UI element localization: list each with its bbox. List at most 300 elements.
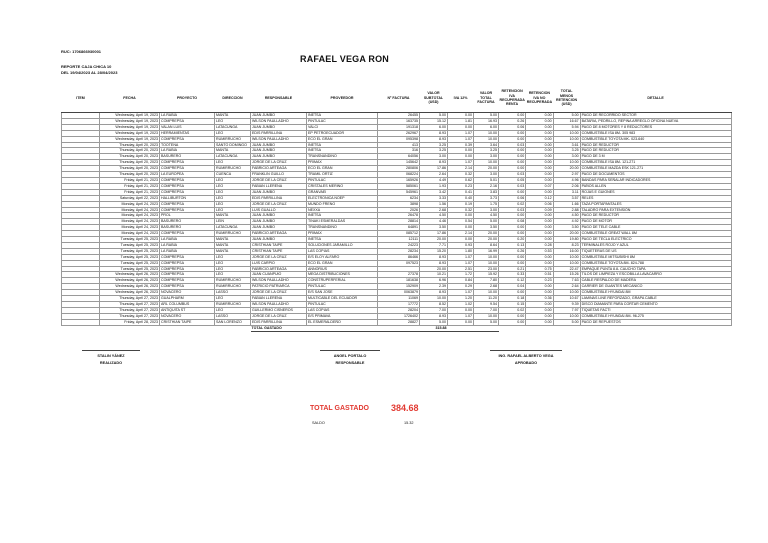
table-cell: 3.61	[553, 142, 580, 148]
table-cell: FABIAN LLERENA	[251, 296, 307, 302]
signature-role: REALIZADO	[99, 361, 123, 365]
table-cell: BASURERO	[160, 154, 215, 160]
total-row-value: 315.88	[420, 325, 448, 331]
table-cell: PINTULAC	[307, 177, 378, 183]
table-cell: 095398	[378, 136, 420, 142]
table-cell: 10.00	[474, 290, 499, 296]
table-cell: 26455	[378, 113, 420, 119]
table-cell: ECO EL GRAN	[307, 260, 378, 266]
table-cell: 0.00	[448, 154, 474, 160]
table-cell: LA RABIA	[160, 248, 215, 254]
table-cell: JORGE DE LA CRUZ	[251, 177, 307, 183]
table-cell: 2.64	[553, 284, 580, 290]
table-cell: 4.50	[553, 213, 580, 219]
table-cell: Thursday, April 20, 2023	[100, 160, 160, 166]
table-cell: 10.00	[474, 136, 499, 142]
table-cell: 0.33	[499, 272, 526, 278]
table-cell: 0.53	[526, 248, 553, 254]
table-cell: 0.00	[526, 307, 553, 313]
table-cell: Tuesday, April 25, 2023	[100, 237, 160, 243]
table-cell: 3.25	[420, 148, 448, 154]
table-cell: 3.00	[420, 154, 448, 160]
signature-line	[320, 350, 380, 351]
table-cell: INETSA	[307, 148, 378, 154]
table-cell: 0.00	[499, 260, 526, 266]
table-cell: LEO	[215, 183, 251, 189]
table-cell: PAGO DE REDUCTOR	[580, 213, 731, 219]
table-cell: 10.00	[474, 313, 499, 319]
table-cell: RUMIRRUCHO	[215, 284, 251, 290]
table-cell: 8.23	[553, 242, 580, 248]
table-cell: JUAN JUMBO	[251, 154, 307, 160]
table-cell: COMPREPSA	[160, 266, 215, 272]
table-cell	[580, 325, 731, 331]
balance-label: SALDO	[312, 421, 325, 425]
table-cell: 0.06	[526, 201, 553, 207]
table-cell: PINTULAC	[307, 284, 378, 290]
table-cell: 0.00	[526, 172, 553, 178]
table-cell: TIQUETAS FACTI	[580, 307, 731, 313]
table-cell: 1.72	[448, 272, 474, 278]
table-cell: EP PETROECUADOR	[307, 130, 378, 136]
table-cell: 10.00	[553, 136, 580, 142]
table-cell: 1.07	[448, 254, 474, 260]
table-cell: 0.07	[526, 183, 553, 189]
table-cell: 20.00	[474, 237, 499, 243]
table-cell: 1.07	[448, 136, 474, 142]
table-cell: LA EUROPEA	[160, 172, 215, 178]
table-cell: Monday, April 24, 2023	[100, 207, 160, 213]
table-cell: PAGO DE TELE CABLE	[580, 225, 731, 231]
table-cell: LEO	[215, 296, 251, 302]
table-cell: 3.11	[553, 189, 580, 195]
table-cell: 0.06	[499, 124, 526, 130]
table-cell: COMPREPSA	[160, 260, 215, 266]
table-cell: 28204	[378, 307, 420, 313]
table-cell: Friday, April 21, 2023	[100, 183, 160, 189]
table-cell: 0.00	[526, 124, 553, 130]
table-cell: 0.15	[499, 302, 526, 308]
table-cell: JUAN JUMBO	[251, 142, 307, 148]
table-cell: HERRAMIENTAS	[160, 130, 215, 136]
table-cell: 27378	[378, 272, 420, 278]
table-cell: WILSON PAULLADHO	[251, 302, 307, 308]
table-cell: PAGO DE RECORRIDO SECTOR	[580, 113, 731, 119]
table-cell: 86466	[378, 254, 420, 260]
table-cell: SANTO DOMINGO	[215, 142, 251, 148]
table-cell: LEIN	[215, 219, 251, 225]
table-cell: LEO	[215, 201, 251, 207]
table-cell: 3.00	[474, 154, 499, 160]
table-cell: 097523	[378, 260, 420, 266]
table-cell: 262967	[378, 130, 420, 136]
table-cell: 15.92	[474, 272, 499, 278]
table-cell: 0.18	[499, 296, 526, 302]
table-cell: 2.06	[553, 183, 580, 189]
table-cell: 10.67	[553, 296, 580, 302]
table-cell: PAÑOS ALLEN	[580, 183, 731, 189]
table-cell: 3.42	[420, 189, 448, 195]
table-cell: JORGE DE LA CRUZ	[251, 160, 307, 166]
table-cell: ECO EL GRAN	[307, 136, 378, 142]
table-cell: LEO	[215, 260, 251, 266]
table-cell: Monday, April 24, 2023	[100, 201, 160, 207]
table-cell: 10.00	[553, 254, 580, 260]
table-cell: LEO	[215, 189, 251, 195]
report-title: RAFAEL VEGA RON	[300, 54, 390, 64]
table-cell: 1.80	[448, 248, 474, 254]
table-cell: 15.20	[420, 248, 448, 254]
table-cell: Thursday, April 27, 2023	[100, 302, 160, 308]
table-cell: 316	[378, 148, 420, 154]
table-cell: 0.00	[526, 260, 553, 266]
table-cell: 64056	[378, 154, 420, 160]
table-cell: COMBUSTIBLE GREAT WALL 8M	[580, 231, 731, 237]
table-cell: LEO	[215, 177, 251, 183]
table-cell: MANTA	[215, 148, 251, 154]
table-cell	[307, 325, 378, 331]
table-cell: 2.14	[448, 231, 474, 237]
table-cell: 1.93	[420, 183, 448, 189]
table-cell: ECO EL GRAN	[307, 166, 378, 172]
table-cell: COMBUSTIBLE HYUNDAI 8M	[580, 290, 731, 296]
table-cell: 0.04	[499, 284, 526, 290]
table-cell: Tuesday, April 25, 2023	[100, 248, 160, 254]
table-cell: CABLE RESPALDO DE MADERA	[580, 278, 731, 284]
table-cell: 0.00	[526, 254, 553, 260]
table-cell: Friday, April 28, 2023	[100, 319, 160, 325]
column-header: RETENCION IVA NO RECUPERADA	[526, 84, 553, 113]
table-cell: 0.36	[526, 296, 553, 302]
table-cell: 8.52	[420, 302, 448, 308]
table-cell: 0.00	[526, 225, 553, 231]
table-cell: ARL COLUMBUS	[160, 302, 215, 308]
table-cell: PRIMAX	[307, 160, 378, 166]
table-cell: Thursday, April 20, 2023	[100, 172, 160, 178]
table-cell	[553, 325, 580, 331]
table-cell: Wednesday, April 19, 2023	[100, 124, 160, 130]
table-cell: 16.00	[553, 248, 580, 254]
table-cell: INETSA	[307, 113, 378, 119]
table-cell: 0.00	[526, 237, 553, 243]
table-cell: FABIAN LLERENA	[251, 183, 307, 189]
table-cell: 0.00	[526, 231, 553, 237]
table-cell: COMBUSTIBLE ISA 8M- 121-271	[580, 160, 731, 166]
table-cell: 3.50	[420, 225, 448, 231]
table-cell: CUENCA	[215, 172, 251, 178]
table-cell: CRISTHIAN TAIPE	[251, 242, 307, 248]
table-cell: COMBUSTIBLE TOYOTA 8M- 824-788	[580, 260, 731, 266]
table-cell: 0.00	[526, 189, 553, 195]
table-cell: JUAN JUMBO	[251, 124, 307, 130]
table-cell: COMPREPSA	[160, 201, 215, 207]
column-header: Nº FACTURA	[378, 84, 420, 113]
table-cell: 3.33	[420, 195, 448, 201]
table-cell: 5.00	[420, 319, 448, 325]
period-label: DEL 19/04/2023 AL 28/04/2023	[61, 70, 118, 75]
table-cell: 0.23	[448, 183, 474, 189]
table-cell: 0.00	[499, 319, 526, 325]
table-cell: INETSA	[307, 213, 378, 219]
table-cell: Thursday, April 20, 2023	[100, 148, 160, 154]
table-cell: 4.96	[553, 177, 580, 183]
table-cell: TRANSNANDINO	[307, 154, 378, 160]
table-cell: 15.26	[553, 272, 580, 278]
table-cell: TAZA PORTAPANTALES	[580, 201, 731, 207]
table-cell: 3.57	[553, 195, 580, 201]
table-cell: Thursday, April 27, 2023	[100, 313, 160, 319]
table-cell: 5.00	[420, 113, 448, 119]
table-cell: 6234	[378, 195, 420, 201]
table-cell: 0.00	[526, 319, 553, 325]
table-cell: GUALPHARM	[160, 296, 215, 302]
table-cell: 191318	[378, 124, 420, 130]
table-cell: 10.00	[553, 313, 580, 319]
table-cell: LAS COPIAS	[307, 307, 378, 313]
table-cell: COMBUSTIBLE MAZDA ESK 121-271	[580, 166, 731, 172]
table-cell: 0.00	[526, 166, 553, 172]
table-cell: GRANVAEI	[307, 189, 378, 195]
table-cell: 1.02	[448, 302, 474, 308]
table-cell: 0.08	[499, 219, 526, 225]
column-header: RETENCION IVA RECUPERADA RENTA	[499, 84, 526, 113]
table-cell: COMPREPSA	[160, 207, 215, 213]
table-cell: 7.00	[474, 307, 499, 313]
table-cell: 0.00	[499, 213, 526, 219]
table-cell: 0.00	[526, 142, 553, 148]
table-cell: VALCI	[307, 124, 378, 130]
table-cell: 0.40	[448, 195, 474, 201]
expense-table	[61, 84, 732, 332]
table-cell: 0.39	[448, 142, 474, 148]
table-cell: PRIMAX	[307, 231, 378, 237]
table-cell: 0.03	[499, 207, 526, 213]
table-cell: 0063879	[378, 290, 420, 296]
table-cell: 17.86	[420, 231, 448, 237]
table-cell: 0.19	[448, 201, 474, 207]
table-cell: 0.00	[499, 313, 526, 319]
table-cell: PINTULAC	[307, 118, 378, 124]
table-cell: Wednesday, April 19, 2023	[100, 113, 160, 119]
table-cell: 3.64	[474, 142, 499, 148]
table-cell: COMBUSTIBLE HYUNDAI 8M- 96-275	[580, 313, 731, 319]
table-cell: 10.00	[553, 130, 580, 136]
table-cell: 10.21	[420, 272, 448, 278]
table-cell: CRISTHIAN TAIPE	[160, 319, 215, 325]
table-cell: 6.00	[420, 124, 448, 130]
table-cell: 3.83	[474, 189, 499, 195]
table-cell: Tuesday, April 25, 2023	[100, 242, 160, 248]
table-cell: FRANKLIN GUILLO	[251, 172, 307, 178]
table-cell: MULTICABLE DEL ECUADOR	[307, 296, 378, 302]
table-cell: 2.51	[448, 266, 474, 272]
signature-name: STALIN YÁNEZ	[97, 354, 125, 358]
table-cell: COMPREPSA	[160, 160, 215, 166]
table-cell: JUAN CUANPUIO	[251, 272, 307, 278]
table-cell: 11069	[378, 296, 420, 302]
table-cell: 0.20	[499, 237, 526, 243]
table-cell: 64891	[378, 225, 420, 231]
table-cell: PAGO DE 8 MOTORES Y 8 REDUCTORES	[580, 124, 731, 130]
table-cell: 1.07	[448, 290, 474, 296]
table-cell: COMBUSTIBLE ISA 8M- 305 983	[580, 130, 731, 136]
table-cell: Friday, April 21, 2023	[100, 177, 160, 183]
table-cell: JUAN JUMBO	[251, 213, 307, 219]
table-cell: 280806	[378, 166, 420, 172]
table-cell: 2.16	[474, 183, 499, 189]
table-cell: 8.93	[420, 313, 448, 319]
table-cell: 28814	[378, 219, 420, 225]
total-spent-label: TOTAL GASTADO	[310, 405, 369, 412]
table-cell: 8.64	[474, 242, 499, 248]
table-cell: COMBUSTIBLE TOYOTA MK- 023-640	[580, 136, 731, 142]
table-cell: NEXXA	[307, 207, 378, 213]
table-cell: Saturday, April 22, 2023	[100, 195, 160, 201]
table-cell: TRANSNANDINO	[307, 225, 378, 231]
column-header: ITEM	[62, 84, 100, 113]
table-cell: LEO	[215, 130, 251, 136]
table-cell	[215, 325, 251, 331]
signature-line	[490, 350, 562, 351]
table-cell: PAGO DE REDUCTOR	[580, 148, 731, 154]
signature-line	[82, 350, 140, 351]
table-cell: RUMIRRUCHO	[215, 166, 251, 172]
table-cell: COMPREPSA	[160, 118, 215, 124]
table-cell: 8.93	[420, 136, 448, 142]
table-cell: WILSON PAULLADHO	[251, 278, 307, 284]
table-cell: 3.50	[474, 225, 499, 231]
table-cell: MANTA	[215, 248, 251, 254]
table-cell: 0.00	[526, 213, 553, 219]
table-cell: 0.13	[499, 242, 526, 248]
table-cell: 152909	[378, 284, 420, 290]
table-cell: Tuesday, April 25, 2023	[100, 254, 160, 260]
table-cell: CRISTALES MERINO	[307, 183, 378, 189]
table-cell: EDIS PARRILLINA	[251, 130, 307, 136]
table-cell: 0.00	[526, 118, 553, 124]
total-row	[62, 325, 732, 331]
table-cell: VALAN LUIS	[160, 124, 215, 130]
table-cell: 19.80	[553, 237, 580, 243]
table-cell: SAN LORENZO	[215, 319, 251, 325]
table-cell: JUAN JUMBO	[251, 219, 307, 225]
table-cell: 1726402	[378, 313, 420, 319]
table-cell: TERMINALES ROJO Y AZUL	[580, 242, 731, 248]
table-cell: 0.00	[526, 284, 553, 290]
table-cell: Wednesday, April 19, 2023	[100, 130, 160, 136]
table-cell: 0.03	[499, 172, 526, 178]
table-cell: 0.00	[526, 148, 553, 154]
table-cell: COMBUSTIBLE MITSUBISHI 8M	[580, 254, 731, 260]
table-cell: 0.00	[499, 189, 526, 195]
table-cell	[499, 325, 526, 331]
table-cell: LASSO	[215, 313, 251, 319]
table-cell: 3.25	[474, 148, 499, 154]
table-cell: 2.88	[553, 207, 580, 213]
table-cell: 0.00	[499, 130, 526, 136]
table-cell: 26478	[378, 213, 420, 219]
table-cell: BASURERO	[160, 219, 215, 225]
table-cell: 10.00	[474, 260, 499, 266]
table-cell: LEO	[215, 272, 251, 278]
table-cell	[100, 325, 160, 331]
table-cell: Thursday, April 20, 2023	[100, 166, 160, 172]
table-cell: 0.00	[526, 136, 553, 142]
table-cell: Thursday, April 27, 2023	[100, 296, 160, 302]
table-cell: 165926	[378, 177, 420, 183]
table-cell: LATACUNGA	[215, 225, 251, 231]
table-cell: JUAN JUMBO	[251, 237, 307, 243]
table-cell: 10.00	[474, 160, 499, 166]
column-header: TOTAL MENOS RETENCION (USD)	[553, 84, 580, 113]
table-cell: 0.54	[448, 219, 474, 225]
table-cell: 0.00	[448, 213, 474, 219]
table-cell: Wednesday, April 19, 2023	[100, 118, 160, 124]
table-cell: PATRICIO PATRIARCA	[251, 284, 307, 290]
table-cell: 1.07	[448, 130, 474, 136]
table-cell: LEO	[215, 266, 251, 272]
table-cell: PINTULAC	[307, 302, 378, 308]
table-cell: CONSTRUPERFERIAL	[307, 278, 378, 284]
signature-name: ING. RAFAEL ALBERTO VEGA	[498, 354, 554, 358]
table-cell: 0.00	[526, 130, 553, 136]
table-cell: 7.71	[420, 242, 448, 248]
table-cell: 0.00	[448, 113, 474, 119]
table-cell: Monday, April 24, 2023	[100, 213, 160, 219]
table-cell: 16.67	[553, 118, 580, 124]
table-cell: 4.92	[553, 219, 580, 225]
table-cell: 585061	[378, 183, 420, 189]
table-cell: COMPREPSA	[160, 177, 215, 183]
table-cell: ELECTRONICA NOEP	[307, 195, 378, 201]
table-cell: COMPREPSA	[160, 189, 215, 195]
table-cell: MANTA	[215, 213, 251, 219]
table-cell: Thursday, April 27, 2023	[100, 307, 160, 313]
table-cell: EDIS PARRILLINA	[251, 319, 307, 325]
table-cell: INETSA	[307, 237, 378, 243]
table-cell: 0.00	[526, 219, 553, 225]
table-cell: 0.00	[499, 166, 526, 172]
table-cell: LEO	[215, 160, 251, 166]
table-cell: JORGE DE LA CRUZ	[251, 254, 307, 260]
table-cell: 1.56	[420, 201, 448, 207]
table-cell: Wednesday, April 26, 2023	[100, 278, 160, 284]
table-cell: 545961	[378, 189, 420, 195]
table-cell: 0.00	[448, 319, 474, 325]
column-header: DIRECCION	[215, 84, 251, 113]
table-cell: Thursday, April 20, 2023	[100, 154, 160, 160]
table-cell: Wednesday, April 26, 2023	[100, 272, 160, 278]
table-cell: LAMINAS LINE REFORZADO, GRAPA CABLE	[580, 296, 731, 302]
table-cell: Tuesday, April 25, 2023	[100, 260, 160, 266]
table-cell: RUMIRRUCHO	[215, 278, 251, 284]
table-cell: LEO	[215, 118, 251, 124]
table-cell: 8.93	[420, 254, 448, 260]
table-cell: 9.39	[553, 302, 580, 308]
table-cell: 3.00	[474, 172, 499, 178]
table-cell: 7.80	[474, 278, 499, 284]
table-cell: RELES	[580, 195, 731, 201]
table-cell: ANTIQUITA ST	[160, 307, 215, 313]
table-cell: 10.00	[474, 254, 499, 260]
table-cell: TRAMIL ORTIZ	[307, 172, 378, 178]
table-cell: RUMIRRUCHO	[215, 136, 251, 142]
table-cell: 8.93	[420, 290, 448, 296]
table-cell: 0.03	[499, 183, 526, 189]
table-cell: 4.49	[420, 177, 448, 183]
table-cell: MANTA	[215, 237, 251, 243]
table-cell: 0.00	[499, 225, 526, 231]
